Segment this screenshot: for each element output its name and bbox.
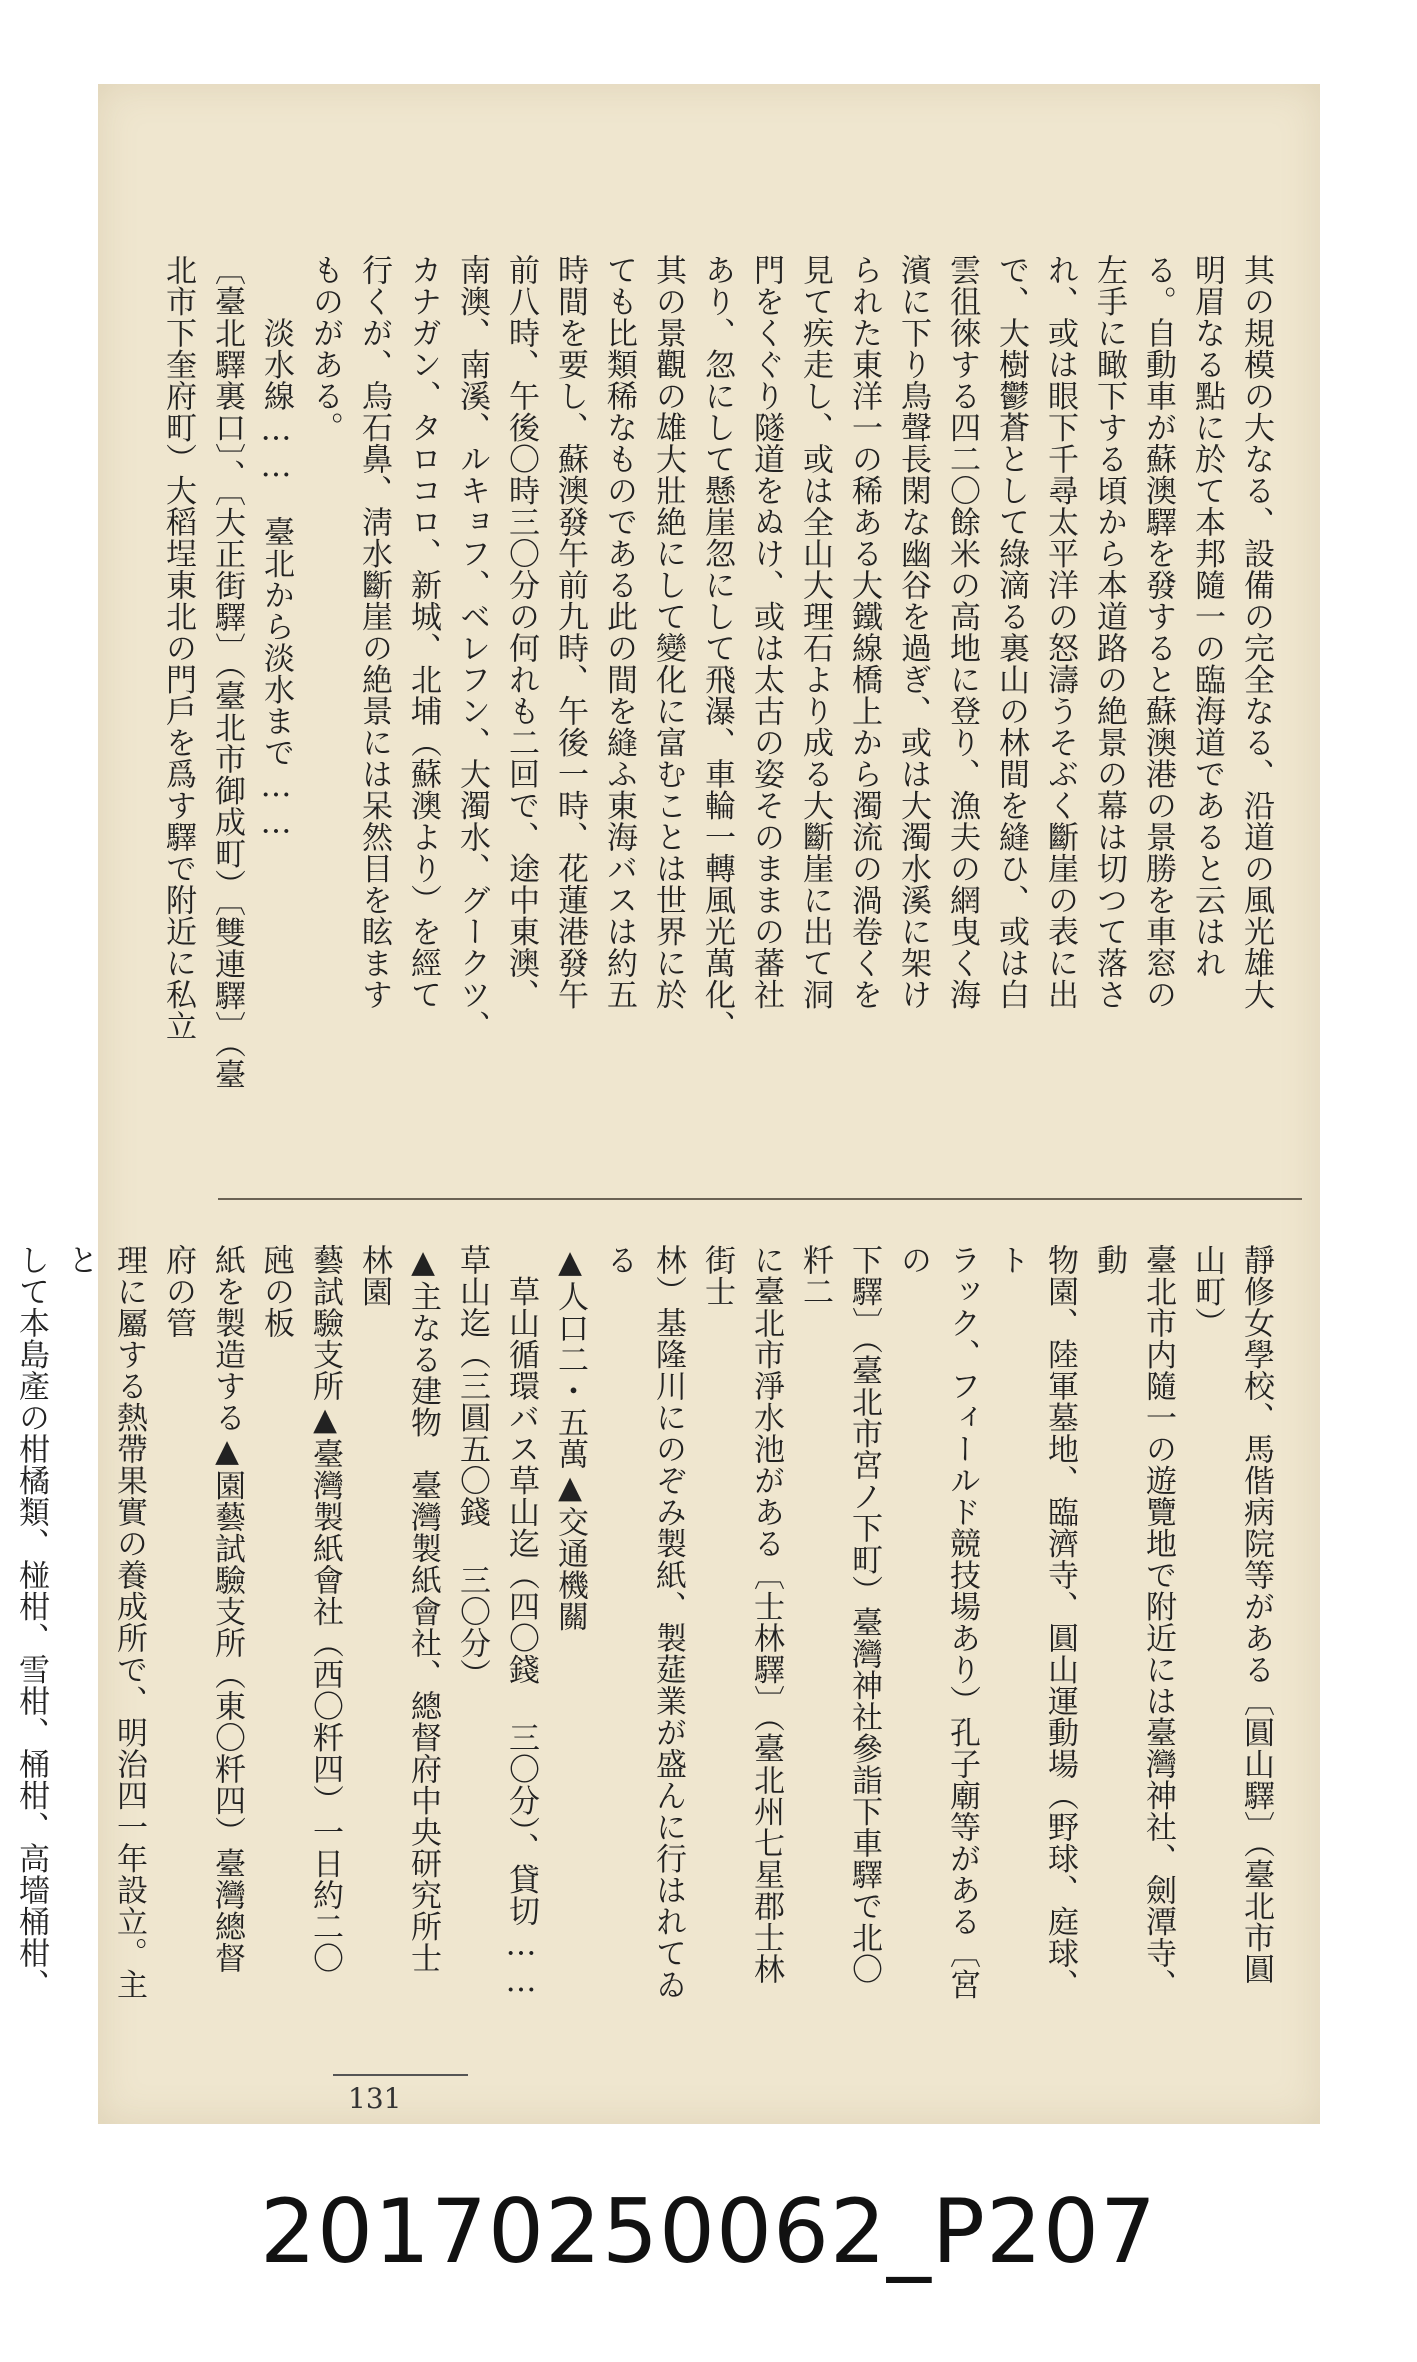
- text-column: ラック、フィールド競技場あり）孔子廟等がある〔宮の: [895, 1244, 980, 2000]
- lower-text-block: [13, 1244, 1280, 2004]
- text-column: 下驛〕（臺北市宮ノ下町）臺灣神社參詣下車驛で北〇粁二: [797, 1244, 882, 1985]
- text-column: る。自動車が蘇澳驛を發すると蘇澳港の景勝を車窓の: [1140, 254, 1176, 1010]
- text-column: ものがある。: [307, 254, 343, 443]
- text-column: 門をくぐり隧道をぬけ、或は太古の姿そのままの蕃社: [748, 254, 784, 1010]
- text-column: 淡水線…… 臺北から淡水まで……: [258, 254, 294, 841]
- text-column: 草山循環バス草山迄（四〇錢 三〇分）、貸切……草山迄（三圓五〇錢 三〇分）: [454, 1244, 539, 2000]
- text-column: 林）基隆川にのぞみ製紙、製莚業が盛んに行はれてゐる: [601, 1244, 686, 2000]
- text-column: で、大樹鬱蒼として綠滴る裏山の林間を縫ひ、或は白: [993, 254, 1029, 1010]
- text-column: 其の規模の大なる、設備の完全なる、沿道の風光雄大: [1238, 254, 1274, 1010]
- upper-text-block: [160, 254, 1280, 1154]
- page-number-rule: [333, 2074, 468, 2076]
- text-column: カナガン、タロコロ、新城、北埔（蘇澳より）を經て: [405, 254, 441, 1010]
- text-column: ▲主なる建物 臺灣製紙會社、總督府中央研究所士林園: [356, 1244, 441, 1974]
- text-column: 理に屬する熱帶果實の養成所で、明治四一年設立。主と: [62, 1244, 147, 2000]
- text-column: 前八時、午後〇時三〇分の何れも二回で、途中東澳、: [503, 254, 539, 1010]
- image-caption: 20170250062_P207: [260, 2180, 1157, 2283]
- book-page: [13, 84, 1320, 2124]
- section-divider: [218, 1198, 1302, 1200]
- text-column: 〔臺北驛裏口〕、〔大正街驛〕（臺北市御成町）〔雙連驛〕（臺: [209, 254, 245, 1090]
- text-column: 靜修女學校、馬偕病院等がある〔圓山驛〕（臺北市圓山町）: [1189, 1244, 1274, 1985]
- text-column: 行くが、烏石鼻、淸水斷崖の絶景には呆然目を眩ます: [356, 254, 392, 1010]
- text-column: 雲徂徠する四二〇餘米の高地に登り、漁夫の網曳く海: [944, 254, 980, 1010]
- page-number: 131: [348, 2082, 402, 2115]
- text-column: あり、忽にして懸崖忽にして飛瀑、車輪一轉風光萬化、: [699, 254, 735, 1042]
- text-column: ▲人口二・五萬▲交通機關: [552, 1244, 588, 1632]
- text-column: 物園、陸軍墓地、臨濟寺、圓山運動場（野球、庭球、ト: [993, 1244, 1078, 2000]
- text-column: 濱に下り鳥聲長閑な幽谷を過ぎ、或は大濁水溪に架け: [895, 254, 931, 1010]
- text-column: 時間を要し、蘇澳發午前九時、午後一時、花蓮港發午: [552, 254, 588, 1010]
- text-column: 南澳、南溪、ルキョフ、ベレフン、大濁水、グークツ、: [454, 254, 490, 1042]
- text-column: ても比類稀なものである此の間を縫ふ東海バスは約五: [601, 254, 637, 1010]
- text-column: 見て疾走し、或は全山大理石より成る大斷崖に出て洞: [797, 254, 833, 1010]
- text-column: に臺北市淨水池がある〔士林驛〕（臺北州七星郡士林街士: [699, 1244, 784, 1985]
- text-column: 北市下奎府町）大稻埕東北の門戶を爲す驛で附近に私立: [160, 254, 196, 1042]
- text-column: れ、或は眼下千尋太平洋の怒濤うそぶく斷崖の表に出: [1042, 254, 1078, 1010]
- text-column: 藝試驗支所▲臺灣製紙會社（西〇粁四）一日約二〇瓲の板: [258, 1244, 343, 1974]
- text-column: 明眉なる點に於て本邦隨一の臨海道であると云はれ: [1189, 254, 1225, 979]
- text-column: 臺北市内隨一の遊覽地で附近には臺灣神社、劍潭寺、動: [1091, 1244, 1176, 2000]
- text-column: 左手に瞰下する頃から本道路の絶景の幕は切つて落さ: [1091, 254, 1127, 1010]
- text-column: して本島產の柑橘類、椪柑、雪柑、桶柑、高墻桶柑、: [13, 1244, 49, 2000]
- text-column: 紙を製造する▲園藝試驗支所（東〇粁四）臺灣總督府の管: [160, 1244, 245, 1974]
- text-column: 其の景觀の雄大壯絶にして變化に富むことは世界に於: [650, 254, 686, 1010]
- text-column: られた東洋一の稀ある大鐵線橋上から濁流の渦卷くを: [846, 254, 882, 1010]
